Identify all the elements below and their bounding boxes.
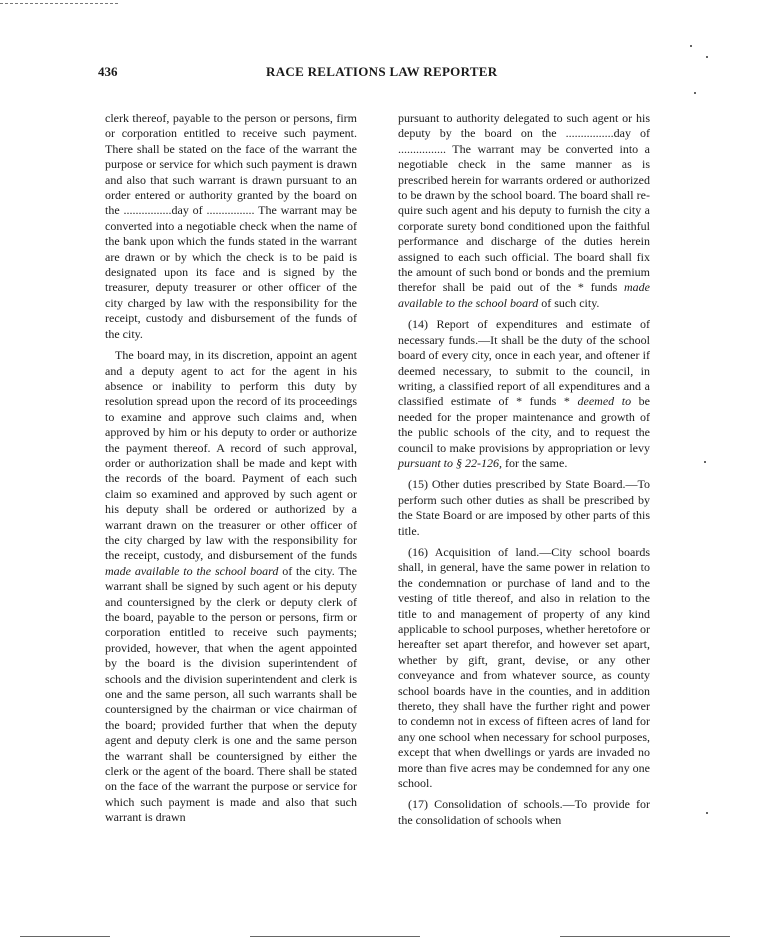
paragraph: pursuant to authority delegated to such agent or his deputy by the board on the ................day of ................ The warrant may be converted into a negotiable check in the same manner as is prescribed herein for warrants ordered or authorized to be drawn by the school board. The board shall require such agent and his deputy to furnish the city a corporate surety bond conditioned upon the faithful performance and discharge of the duties herein assigned to each such official. The board shall fix the amount of such bond or bonds and the premium therefor shall be paid out of the * funds made available to the school board of such city.: [398, 111, 650, 310]
right-column: [398, 111, 650, 834]
section-17-consolidation-of-schools: (17) Consolidation of schools.—To provide for the consolidation of schools when: [398, 797, 650, 827]
paragraph: The board may, in its discretion, appoint an agent and a deputy agent to act for the agent in his absence or inability to perform this duty by resolution spread upon the record of its proceedings to examine and approve such claims and, when approved by him or his deputy to order or authorize the payment thereof. A record of such approval, order or authorization shall be made and kept with the records of the board. Payment of each such claim so examined and approved by such agent or his deputy shall be ordered or authorized by a warrant drawn on the treasurer or other officer of the city charged by law with the responsibility for the receipt, custody, and disbursement of the funds made available to the school board of the city. The warrant shall be signed by such agent or his deputy and countersigned by the clerk or deputy clerk of the board, payable to the person or persons, firm or corporation entitled to receive such payments; provided, however, that when the agent appointed by the board is the division superintendent of schools and the division superintendent and clerk is one and the same person, all such warrants shall be countersigned by the chairman or vice chairman of the board; provided further that when the deputy agent and deputy clerk is one and the same person the warrant shall be countersigned by either the clerk or the agent of the board. There shall be stated on the face of the warrant the purpose or service for which such payment is made and also that such warrant is drawn: [105, 348, 357, 825]
scan-speck: [690, 45, 692, 47]
scan-speck: [706, 812, 708, 814]
scan-speck: [704, 461, 706, 463]
section-15-other-duties: (15) Other duties prescribed by State Board.—To perform such other duties as shall be prescribed by the State Board or are imposed by other parts of this title.: [398, 477, 650, 538]
section-16-acquisition-of-land: (16) Acquisition of land.—City school boards shall, in general, have the same power in relation to the condemnation or purchase of land and to the vesting of title thereof, and also in relation to the title to and management of property of any kind applicable to school purposes, whether heretofore or hereafter set apart therefor, and however set apart, whether by gift, grant, devise, or any other conveyance and from whatever source, as county school boards have in the counties, and in addition thereto, they shall have the further right and power to condemn not in excess of fifteen acres of land for any one school when necessary for school purposes, except that when dwellings or yards are invaded no more than five acres may be condemned for any one school.: [398, 544, 650, 791]
scan-speck: [706, 56, 708, 58]
bottom-rule: [20, 936, 110, 937]
paragraph: clerk thereof, payable to the person or persons, firm or corporation entitled to receive such payment. There shall be stated on the face of the warrant the purpose or service for which such payment is drawn and also that such warrant is drawn pursuant to an order entered or authority granted by the board on the ................day of ................ The warrant may be converted into a negotiable check when the name of the bank upon which the funds stated in the warrant are drawn or by which the check is to be paid is designated upon its face and is signed by the treasurer, deputy treasurer or other officer of the city charged by law with the responsibility for the receipt, custody and disbursement of the funds of the city.: [105, 111, 357, 341]
top-dashed-mark: [0, 3, 118, 4]
bottom-rule: [250, 936, 420, 937]
page-number: 436: [98, 64, 118, 79]
running-head: RACE RELATIONS LAW REPORTER: [266, 64, 498, 79]
left-column: [105, 111, 357, 832]
scan-speck: [694, 92, 696, 94]
section-14-report-of-expenditures: (14) Report of expenditures and estimate of necessary funds.—It shall be the duty of the school board of every city, once in each year, and oftener if deemed necessary, to submit to the council, in writing, a classified report of all expenditures and a classified estimate of * funds * deemed to be needed for the proper maintenance and growth of the public schools of the city, and to request the council to make provisions by appropriation or levy pursuant to § 22-126, for the same.: [398, 317, 651, 470]
page-header: [98, 64, 658, 80]
bottom-rule: [560, 936, 730, 937]
